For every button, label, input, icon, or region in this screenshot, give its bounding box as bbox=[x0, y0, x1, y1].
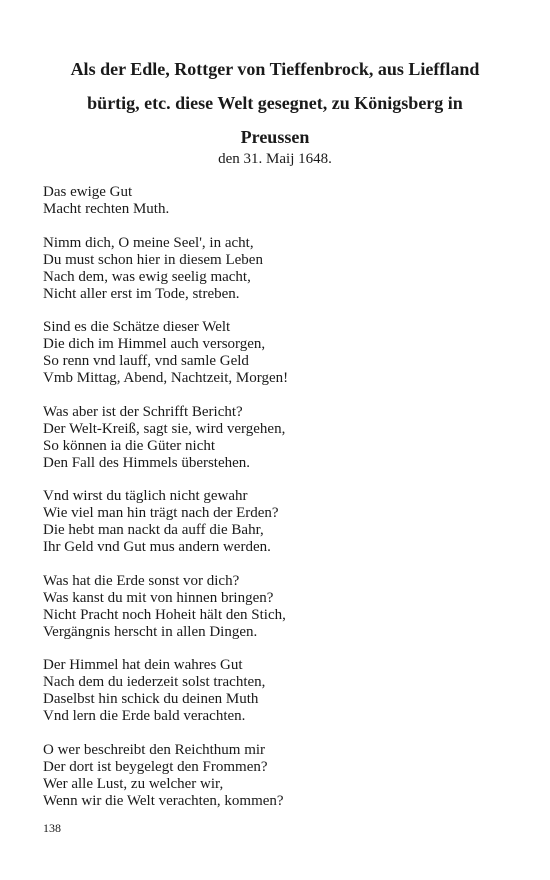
verse-line: Daselbst hin schick du deinen Muth bbox=[43, 691, 259, 707]
verse-line: Vnd lern die Erde bald verachten. bbox=[43, 708, 246, 724]
poem-body bbox=[43, 184, 523, 826]
stanza-8 bbox=[43, 742, 523, 810]
verse-line: O wer beschreibt den Reichthum mir bbox=[43, 741, 266, 758]
verse-line: Nicht aller erst im Tode, streben. bbox=[43, 285, 240, 302]
verse-line: Der dort ist beygelegt den Frommen? bbox=[43, 758, 268, 775]
verse-line: So renn vnd lauff, vnd samle Geld bbox=[43, 353, 249, 369]
stanza-2 bbox=[43, 235, 523, 303]
stanza-7 bbox=[43, 657, 523, 725]
title-line-2: bürtig, etc. diese Welt gesegnet, zu Königsberg in bbox=[87, 93, 463, 113]
verse-line: Wer alle Lust, zu welcher wir, bbox=[43, 775, 224, 792]
verse-line: Was aber ist der Schrifft Bericht? bbox=[43, 403, 243, 420]
verse-line: Nach dem du iederzeit solst trachten, bbox=[43, 674, 266, 690]
verse-line: Nach dem, was ewig seelig macht, bbox=[43, 268, 251, 285]
verse-line: Vmb Mittag, Abend, Nachtzeit, Morgen! bbox=[43, 370, 289, 386]
verse-line: Der Welt-Kreiß, sagt sie, wird vergehen, bbox=[43, 420, 286, 437]
verse-line: Sind es die Schätze dieser Welt bbox=[43, 319, 231, 335]
verse-line: Was hat die Erde sonst vor dich? bbox=[43, 572, 240, 589]
stanza-6 bbox=[43, 573, 523, 641]
title-line-1: Als der Edle, Rottger von Tieffenbrock, aus Lieffland bbox=[70, 59, 480, 79]
stanza-3 bbox=[43, 319, 523, 387]
verse-line: Vnd wirst du täglich nicht gewahr bbox=[43, 488, 248, 504]
verse-line: Ihr Geld vnd Gut mus andern werden. bbox=[43, 539, 271, 555]
verse-line: Du must schon hier in diesem Leben bbox=[43, 251, 263, 268]
verse-line: Was kanst du mit von hinnen bringen? bbox=[43, 589, 274, 606]
verse-line: So können ia die Güter nicht bbox=[43, 437, 216, 454]
verse-line: Nimm dich, O meine Seel', in acht, bbox=[43, 234, 254, 251]
verse-line: Wie viel man hin trägt nach der Erden? bbox=[43, 505, 279, 521]
poem-title bbox=[30, 52, 520, 154]
stanza-4 bbox=[43, 404, 523, 472]
poem-date: den 31. Maij 1648. bbox=[218, 151, 332, 167]
verse-line: Die dich im Himmel auch versorgen, bbox=[43, 336, 266, 352]
title-line-3: Preussen bbox=[240, 127, 310, 147]
verse-line: Die hebt man nackt da auff die Bahr, bbox=[43, 522, 264, 538]
verse-line: Wenn wir die Welt verachten, kommen? bbox=[43, 792, 284, 809]
verse-line: Nicht Pracht noch Hoheit hält den Stich, bbox=[43, 606, 286, 623]
page-number: 138 bbox=[43, 821, 61, 835]
verse-line: Der Himmel hat dein wahres Gut bbox=[43, 657, 243, 673]
verse-line: Das ewige Gut bbox=[43, 184, 133, 200]
stanza-1 bbox=[43, 184, 523, 218]
stanza-5 bbox=[43, 488, 523, 556]
verse-line: Macht rechten Muth. bbox=[43, 201, 170, 217]
verse-line: Vergängnis herscht in allen Dingen. bbox=[43, 623, 258, 640]
verse-line: Den Fall des Himmels überstehen. bbox=[43, 454, 251, 471]
